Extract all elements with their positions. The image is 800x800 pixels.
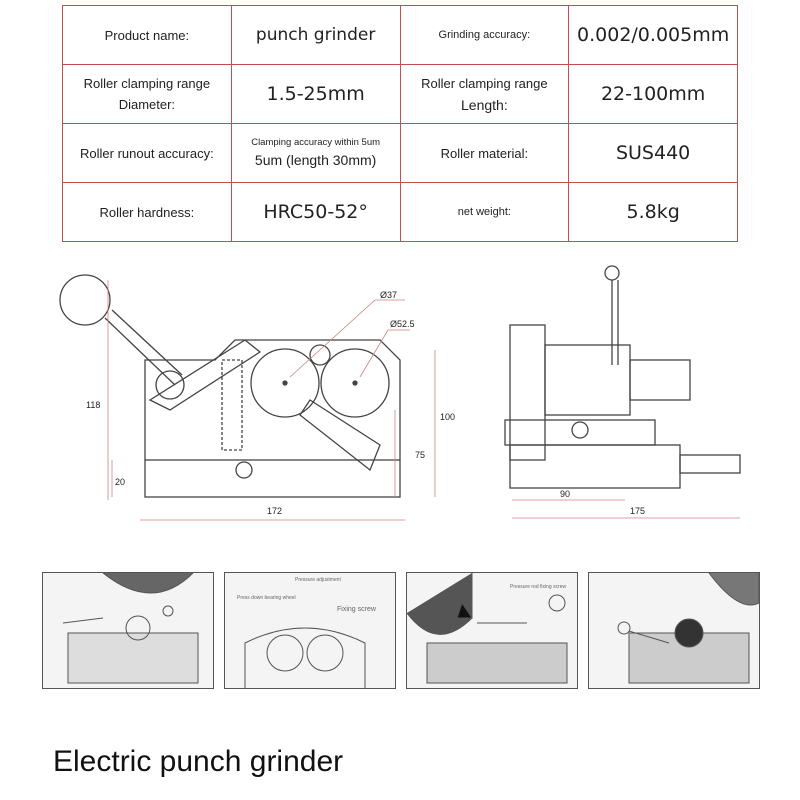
spec-value <box>231 124 400 183</box>
usage-photo-1 <box>42 572 214 689</box>
dim-d52: Ø52.5 <box>390 319 415 329</box>
label-line1: Roller clamping range <box>421 75 548 91</box>
spec-label: Roller material: <box>400 124 569 183</box>
dim-118: 118 <box>86 400 101 410</box>
spec-label: Roller runout accuracy: <box>63 124 232 183</box>
dim-90: 90 <box>560 489 571 499</box>
photo-label: Press down bearing wheel <box>237 595 296 601</box>
photo-label: Pressure rod fixing screw <box>510 584 567 590</box>
spec-label <box>400 65 569 124</box>
spec-value: SUS440 <box>569 124 738 183</box>
technical-drawing <box>0 255 800 525</box>
label-line2: Diameter: <box>118 97 176 112</box>
spec-label: Roller hardness: <box>63 183 232 242</box>
dim-175: 175 <box>630 506 646 516</box>
photo-label: Pressure adjustment <box>295 577 341 583</box>
spec-value: 0.002/0.005mm <box>569 6 738 65</box>
side-view <box>505 266 740 518</box>
usage-photo-2 <box>224 572 396 689</box>
usage-photo-4 <box>588 572 760 689</box>
page-caption: Electric punch grinder <box>53 745 344 778</box>
table-row <box>63 6 738 65</box>
spec-label: Grinding accuracy: <box>400 6 569 65</box>
dim-20: 20 <box>115 477 126 487</box>
dim-d37: Ø37 <box>380 290 398 300</box>
table-row <box>63 124 738 183</box>
spec-note: Clamping accuracy within 5um <box>251 136 381 148</box>
spec-value-text: 5um (length 30mm) <box>254 151 377 168</box>
spec-table <box>62 5 738 242</box>
dim-172: 172 <box>267 506 283 516</box>
spec-value: punch grinder <box>231 6 400 65</box>
spec-label: Product name: <box>63 6 232 65</box>
dim-100: 100 <box>440 412 456 422</box>
spec-value: HRC50-52° <box>231 183 400 242</box>
usage-photo-3 <box>406 572 578 689</box>
spec-value: 5.8kg <box>569 183 738 242</box>
spec-label: net weight: <box>400 183 569 242</box>
table-row <box>63 183 738 242</box>
spec-value: 1.5-25mm <box>231 65 400 124</box>
front-view <box>60 275 455 520</box>
label-line2: Length: <box>461 96 508 113</box>
spec-label <box>63 65 232 124</box>
spec-value: 22-100mm <box>569 65 738 124</box>
table-row <box>63 65 738 124</box>
label-line1: Roller clamping range <box>83 76 211 91</box>
photo-label: Fixing screw <box>337 606 376 613</box>
dim-75: 75 <box>415 450 426 460</box>
